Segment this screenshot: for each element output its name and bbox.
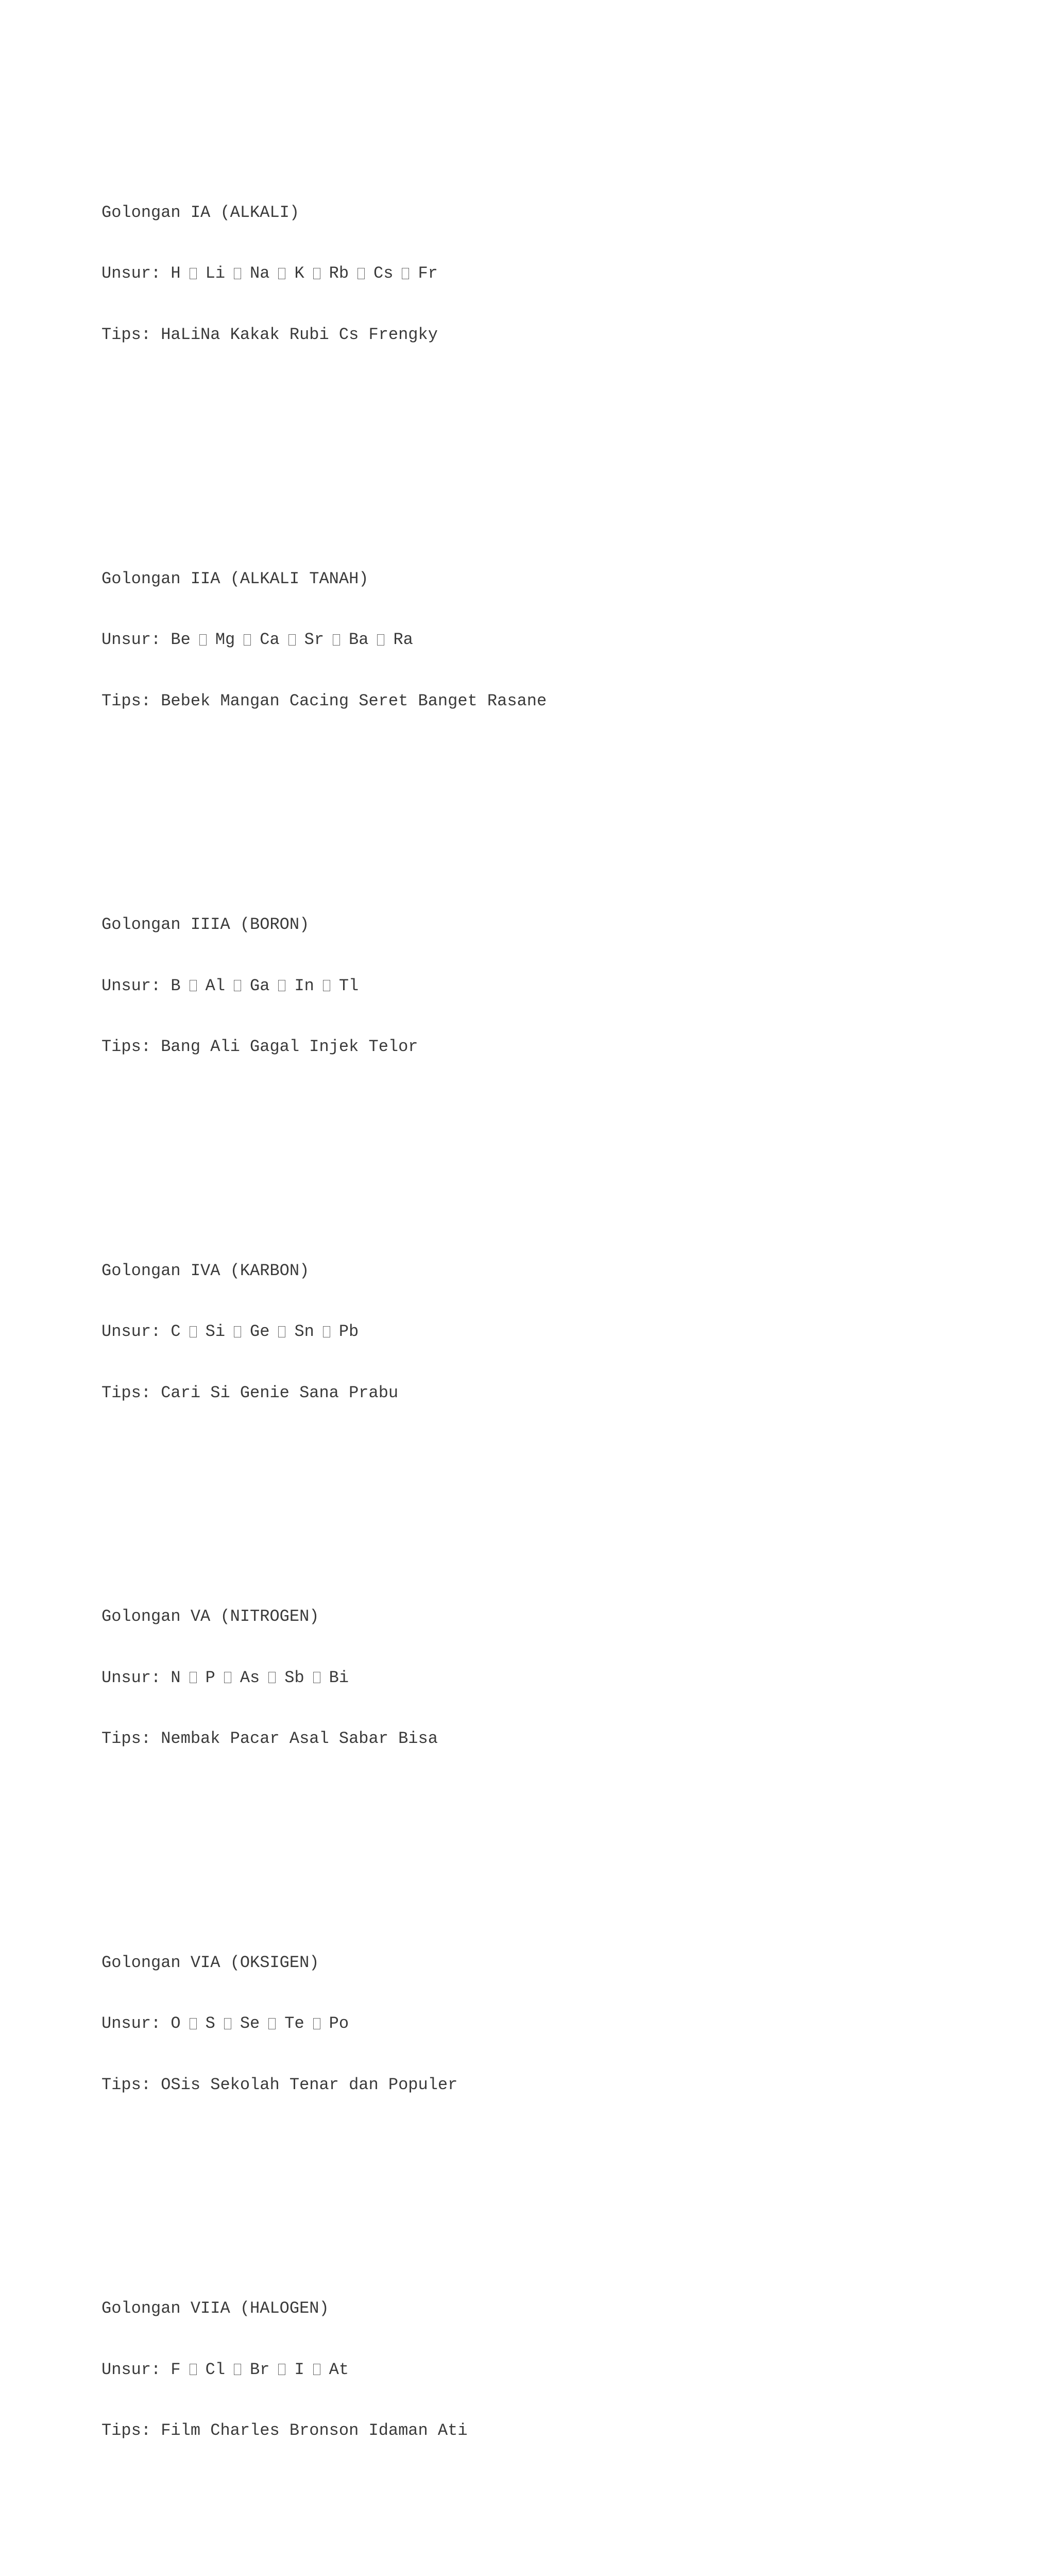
- separator-box-icon: [190, 1672, 197, 1683]
- element-symbol: Po: [329, 2014, 349, 2033]
- separator-box-icon: [358, 268, 365, 279]
- element-symbol: Ge: [250, 1322, 270, 1341]
- separator-box-icon: [268, 2018, 276, 2029]
- unsur-label: Unsur:: [101, 264, 171, 283]
- group-title: Golongan IIIA (BORON): [101, 915, 310, 934]
- group-tips: Tips: Bebek Mangan Cacing Seret Banget Rasane: [101, 691, 547, 710]
- element-symbol: Sr: [304, 630, 325, 649]
- element-symbol: Ca: [260, 630, 280, 649]
- element-symbol: At: [329, 2360, 349, 2379]
- separator-box-icon: [199, 634, 207, 646]
- element-symbol: Cl: [205, 2360, 226, 2379]
- separator-box-icon: [313, 2364, 320, 2375]
- group-iia: [101, 528, 977, 752]
- separator-box-icon: [190, 1326, 197, 1337]
- separator-box-icon: [402, 268, 409, 279]
- element-symbol: H: [171, 264, 181, 283]
- group-tips: Tips: Cari Si Genie Sana Prabu: [101, 1383, 399, 1402]
- unsur-label: Unsur:: [101, 1668, 171, 1687]
- element-symbol: Ba: [349, 630, 369, 649]
- element-symbol: S: [205, 2014, 215, 2033]
- separator-box-icon: [244, 634, 251, 646]
- group-title: Golongan VIA (OKSIGEN): [101, 1953, 319, 1972]
- element-symbol: Se: [240, 2014, 260, 2033]
- unsur-label: Unsur:: [101, 630, 171, 649]
- element-symbol: Be: [171, 630, 191, 649]
- separator-box-icon: [224, 1672, 231, 1683]
- element-symbol: Al: [205, 976, 226, 995]
- group-title: Golongan IVA (KARBON): [101, 1261, 310, 1280]
- spacer: [101, 792, 977, 813]
- element-symbol: N: [171, 1668, 181, 1687]
- separator-box-icon: [278, 1326, 285, 1337]
- unsur-label: Unsur:: [101, 2360, 171, 2379]
- separator-box-icon: [323, 1326, 330, 1337]
- separator-box-icon: [190, 2364, 197, 2375]
- element-list: [101, 263, 977, 284]
- separator-box-icon: [190, 2018, 197, 2029]
- element-symbol: Fr: [418, 264, 438, 283]
- element-symbol: Ra: [393, 630, 413, 649]
- element-list: [101, 1321, 977, 1342]
- group-tips: Tips: HaLiNa Kakak Rubi Cs Frengky: [101, 325, 438, 344]
- separator-box-icon: [234, 1326, 241, 1337]
- separator-box-icon: [234, 2364, 241, 2375]
- group-tips: Tips: Bang Ali Gagal Injek Telor: [101, 1037, 418, 1056]
- group-iiia: [101, 874, 977, 1098]
- separator-box-icon: [313, 2018, 320, 2029]
- separator-box-icon: [234, 980, 241, 991]
- group-tips: Tips: Nembak Pacar Asal Sabar Bisa: [101, 1729, 438, 1748]
- unsur-label: Unsur:: [101, 1322, 171, 1341]
- separator-box-icon: [224, 2018, 231, 2029]
- element-symbol: Br: [250, 2360, 270, 2379]
- group-tips: Tips: OSis Sekolah Tenar dan Populer: [101, 2075, 458, 2094]
- group-viia: [101, 2258, 977, 2482]
- element-symbol: P: [205, 1668, 215, 1687]
- element-symbol: O: [171, 2014, 181, 2033]
- group-via: [101, 1912, 977, 2136]
- group-title: Golongan VIIA (HALOGEN): [101, 2299, 329, 2318]
- element-symbol: F: [171, 2360, 181, 2379]
- element-symbol: Li: [205, 264, 226, 283]
- separator-box-icon: [190, 980, 197, 991]
- group-tips: Tips: Film Charles Bronson Idaman Ati: [101, 2421, 468, 2440]
- separator-box-icon: [278, 268, 285, 279]
- element-symbol: Na: [250, 264, 270, 283]
- element-list: [101, 976, 977, 996]
- spacer: [101, 426, 977, 467]
- element-symbol: B: [171, 976, 181, 995]
- element-symbol: Bi: [329, 1668, 349, 1687]
- element-symbol: Si: [205, 1322, 226, 1341]
- element-list: [101, 2013, 977, 2034]
- unsur-label: Unsur:: [101, 976, 171, 995]
- element-list: [101, 1668, 977, 1688]
- spacer: [101, 2522, 977, 2543]
- spacer: [101, 1139, 977, 1159]
- group-title: Golongan IA (ALKALI): [101, 202, 300, 222]
- element-symbol: Rb: [329, 264, 349, 283]
- spacer: [101, 2176, 977, 2197]
- group-title: Golongan VA (NITROGEN): [101, 1607, 319, 1626]
- spacer: [101, 1484, 977, 1505]
- separator-box-icon: [190, 268, 197, 279]
- separator-box-icon: [288, 634, 296, 646]
- element-symbol: In: [294, 976, 314, 995]
- separator-box-icon: [323, 980, 330, 991]
- group-ia: [101, 162, 977, 386]
- element-symbol: Te: [284, 2014, 304, 2033]
- element-symbol: Mg: [215, 630, 235, 649]
- element-list: [101, 630, 977, 650]
- unsur-label: Unsur:: [101, 2014, 171, 2033]
- group-title: Golongan IIA (ALKALI TANAH): [101, 569, 369, 588]
- element-symbol: I: [294, 2360, 304, 2379]
- spacer: [101, 1831, 977, 1851]
- element-symbol: C: [171, 1322, 181, 1341]
- element-symbol: Sn: [294, 1322, 314, 1341]
- document-page: [101, 100, 977, 2576]
- separator-box-icon: [333, 634, 340, 646]
- element-symbol: Tl: [338, 976, 359, 995]
- separator-box-icon: [377, 634, 384, 646]
- element-list: [101, 2360, 977, 2380]
- separator-box-icon: [313, 268, 320, 279]
- element-symbol: K: [294, 264, 304, 283]
- element-symbol: Ga: [250, 976, 270, 995]
- separator-box-icon: [278, 980, 285, 991]
- group-va: [101, 1566, 977, 1790]
- element-symbol: Cs: [373, 264, 394, 283]
- separator-box-icon: [268, 1672, 276, 1683]
- element-symbol: As: [240, 1668, 260, 1687]
- separator-box-icon: [313, 1672, 320, 1683]
- separator-box-icon: [278, 2364, 285, 2375]
- group-iva: [101, 1220, 977, 1444]
- element-symbol: Sb: [284, 1668, 304, 1687]
- element-symbol: Pb: [338, 1322, 359, 1341]
- separator-box-icon: [234, 268, 241, 279]
